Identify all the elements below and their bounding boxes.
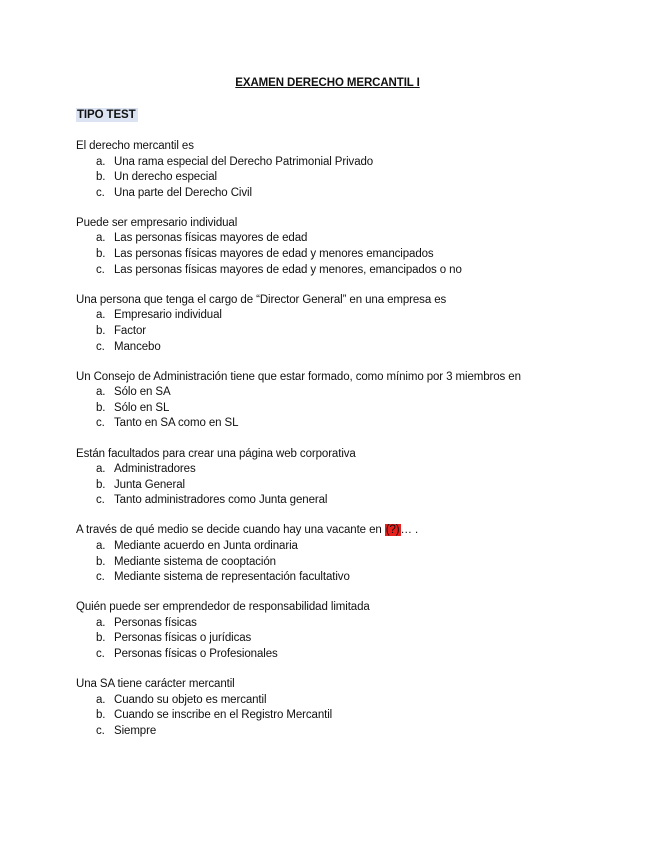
option-letter: b. — [96, 324, 106, 337]
question — [76, 600, 636, 662]
answer-option — [76, 385, 636, 401]
option-letter: c. — [96, 571, 105, 584]
question — [76, 370, 636, 432]
option-letter: b. — [96, 632, 106, 645]
option-letter: b. — [96, 478, 106, 491]
document-title: EXAMEN DERECHO MERCANTIL I — [235, 77, 420, 89]
question-text: Una persona que tenga el cargo de “Director General” en una empresa es — [76, 293, 447, 306]
answer-option — [76, 186, 636, 202]
option-text: Tanto administradores como Junta general — [114, 494, 328, 507]
option-text: Una rama especial del Derecho Patrimonial Privado — [114, 155, 374, 168]
answer-option — [76, 340, 636, 356]
question-text: Un Consejo de Administración tiene que estar formado, como mínimo por 3 miembros en — [76, 370, 521, 383]
answer-option — [76, 555, 636, 571]
option-text: Las personas físicas mayores de edad y menores emancipados — [114, 248, 434, 261]
option-text: Empresario individual — [114, 309, 222, 322]
option-text: Tanto en SA como en SL — [114, 417, 239, 430]
question-list — [76, 139, 636, 754]
answer-option — [76, 570, 636, 586]
option-text: Personas físicas o Profesionales — [114, 648, 278, 661]
option-letter: c. — [96, 648, 105, 661]
option-letter: a. — [96, 386, 106, 399]
option-text: Mediante sistema de representación facultativo — [114, 571, 350, 584]
option-letter: c. — [96, 724, 105, 737]
option-letter: a. — [96, 693, 106, 706]
question — [76, 677, 636, 739]
question — [76, 139, 636, 201]
option-text: Factor — [114, 324, 146, 337]
option-letter: c. — [96, 417, 105, 430]
option-letter: b. — [96, 248, 106, 261]
option-letter: c. — [96, 263, 105, 276]
option-letter: c. — [96, 340, 105, 353]
question — [76, 523, 636, 585]
option-text: Las personas físicas mayores de edad — [114, 232, 308, 245]
question-text-end: … . — [400, 524, 419, 537]
option-letter: a. — [96, 155, 106, 168]
answer-option — [76, 724, 636, 740]
option-letter: c. — [96, 186, 105, 199]
option-letter: b. — [96, 401, 106, 414]
option-text: Administradores — [114, 463, 196, 476]
option-text: Mediante sistema de cooptación — [114, 555, 276, 568]
question — [76, 293, 636, 355]
option-text: Personas físicas — [114, 616, 197, 629]
section-heading: TIPO TEST — [77, 109, 136, 121]
answer-option — [76, 263, 636, 279]
option-text: Una parte del Derecho Civil — [114, 186, 252, 199]
answer-option — [76, 247, 636, 263]
answer-option — [76, 478, 636, 494]
answer-option — [76, 401, 636, 417]
option-text: Cuando su objeto es mercantil — [114, 693, 267, 706]
option-text: Junta General — [114, 478, 185, 491]
option-letter: a. — [96, 539, 106, 552]
question-text: Puede ser empresario individual — [76, 216, 238, 229]
question-text — [76, 523, 636, 539]
highlighted-placeholder: (?) — [385, 524, 400, 537]
answer-option — [76, 631, 636, 647]
question — [76, 447, 636, 509]
answer-option — [76, 708, 636, 724]
question-text: Están facultados para crear una página web corporativa — [76, 447, 356, 460]
option-letter: a. — [96, 616, 106, 629]
answer-option — [76, 693, 636, 709]
option-letter: b. — [96, 555, 106, 568]
option-letter: a. — [96, 232, 106, 245]
answer-option — [76, 170, 636, 186]
option-text: Siempre — [114, 724, 157, 737]
option-text: Las personas físicas mayores de edad y menores, emancipados o no — [114, 263, 462, 276]
answer-option — [76, 539, 636, 555]
option-letter: b. — [96, 171, 106, 184]
question-text: Una SA tiene carácter mercantil — [76, 678, 235, 691]
answer-option — [76, 616, 636, 632]
option-text: Cuando se inscribe en el Registro Mercantil — [114, 709, 333, 722]
question-text: El derecho mercantil es — [76, 140, 194, 152]
option-text: Mediante acuerdo en Junta ordinaria — [114, 539, 298, 552]
answer-option — [76, 462, 636, 478]
option-text: Personas físicas o jurídicas — [114, 632, 252, 645]
answer-option — [76, 308, 636, 324]
option-text: Un derecho especial — [114, 171, 217, 184]
answer-option — [76, 155, 636, 171]
option-letter: a. — [96, 463, 106, 476]
option-letter: c. — [96, 494, 105, 507]
option-letter: b. — [96, 709, 106, 722]
answer-option — [76, 493, 636, 509]
option-text: Sólo en SA — [114, 386, 171, 399]
question-text: Quién puede ser emprendedor de responsabilidad limitada — [76, 601, 370, 614]
option-letter: a. — [96, 309, 106, 322]
answer-option — [76, 416, 636, 432]
answer-option — [76, 324, 636, 340]
option-text: Mancebo — [114, 340, 161, 353]
answer-option — [76, 647, 636, 663]
answer-option — [76, 231, 636, 247]
question-text-start: A través de qué medio se decide cuando hay una vacante en — [76, 524, 385, 537]
option-text: Sólo en SL — [114, 401, 170, 414]
question — [76, 216, 636, 278]
